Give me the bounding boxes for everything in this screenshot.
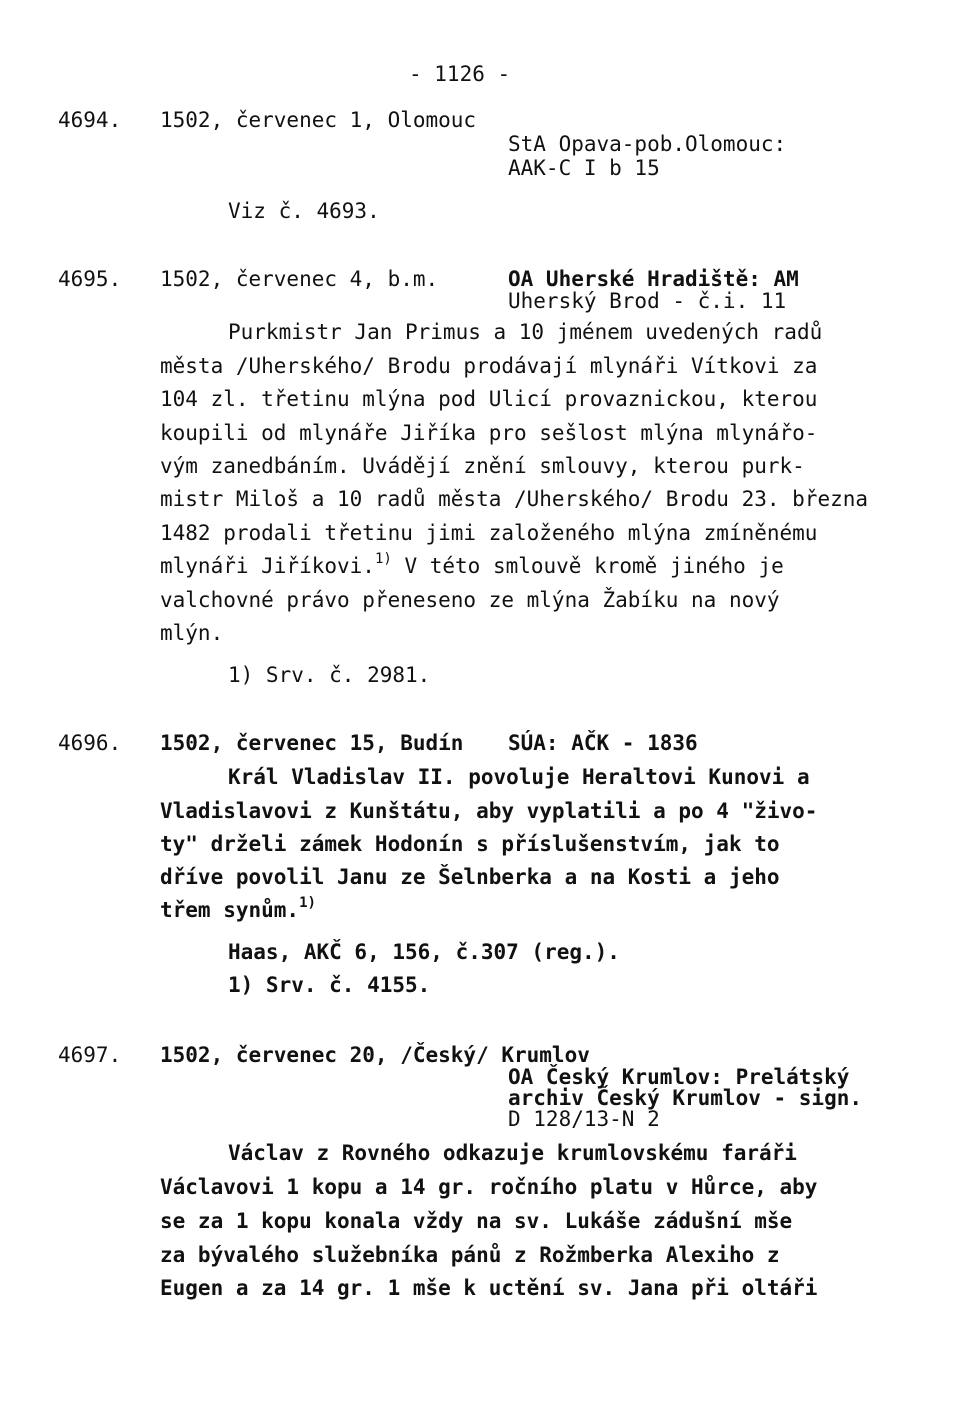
entry-body-line: za bývalého služebníka pánů z Rožmberka Alexiho z	[160, 1243, 780, 1267]
archive-line: AAK-C I b 15	[508, 156, 660, 180]
entry-body-line: mlýn.	[160, 621, 224, 645]
archive-line: OA Uherské Hradiště: AM	[508, 267, 799, 291]
entry-body-line: vým zanedbáním. Uvádějí znění smlouvy, kterou purk-	[160, 454, 805, 478]
page-number: - 1126 -	[409, 62, 511, 86]
entry-number: 4694.	[58, 108, 122, 132]
archive-line: archiv Český Krumlov - sign.	[508, 1086, 863, 1110]
footnote-mark: 1)	[374, 551, 392, 567]
entry-body-line: se za 1 kopu konala vždy na sv. Lukáše zádušní mše	[160, 1209, 793, 1233]
entry-date: 1502, červenec 20, /Český/ Krumlov	[160, 1043, 590, 1067]
footnote: 1) Srv. č. 2981.	[228, 663, 431, 687]
entry-body-line: Eugen a za 14 gr. 1 mše k uctění sv. Jana při oltáři	[160, 1276, 818, 1300]
footnote-mark: 1)	[299, 895, 316, 911]
archive-line: Uherský Brod - č.i. 11	[508, 289, 787, 313]
entry-body-text: V této smlouvě kromě jiného je	[391, 554, 784, 578]
entry-body-line: 104 zl. třetinu mlýna pod Ulicí provaznickou, kterou	[160, 387, 818, 411]
footnote: 1) Srv. č. 4155.	[228, 973, 431, 997]
entry-body-line: Vladislavovi z Kunštátu, aby vyplatili a po 4 "živo-	[160, 799, 818, 823]
entry-body-line: 1482 prodali třetinu jimi založeného mlýna zmíněnému	[160, 521, 818, 545]
entry-number: 4697.	[58, 1043, 122, 1067]
entry-body-line: koupili od mlynáře Jiříka pro sešlost mlýna mlynářo-	[160, 421, 818, 445]
entry-number: 4695.	[58, 267, 122, 291]
entry-body-line: valchovné právo přeneseno ze mlýna Žabíku na nový	[160, 588, 780, 612]
archive-line: StA Opava-pob.Olomouc:	[508, 132, 787, 156]
entry-body-line	[160, 895, 316, 922]
archive-inline: SÚA: AČK - 1836	[508, 731, 698, 755]
archive-line: D 128/13-N 2	[508, 1107, 660, 1131]
entry-body-line: Král Vladislav II. povoluje Heraltovi Kunovi a	[228, 765, 810, 789]
entry-body-line: města /Uherského/ Brodu prodávají mlynáři Vítkovi za	[160, 354, 818, 378]
entry-date: 1502, červenec 15, Budín	[160, 731, 464, 755]
entry-body-text: mlynáři Jiříkovi.	[160, 554, 375, 578]
entry-body-line: Václavovi 1 kopu a 14 gr. ročního platu v Hůrce, aby	[160, 1175, 818, 1199]
entry-body-line: dříve povolil Janu ze Šelnberka a na Kosti a jeho	[160, 865, 780, 889]
entry-body-line	[160, 551, 784, 578]
entry-body-line: Václav z Rovného odkazuje krumlovskému faráři	[228, 1141, 797, 1165]
archive-line: OA Český Krumlov: Prelátský	[508, 1065, 850, 1089]
entry-body-line: Viz č. 4693.	[228, 199, 380, 223]
source-citation: Haas, AKČ 6, 156, č.307 (reg.).	[228, 940, 620, 964]
entry-date: 1502, červenec 1, Olomouc	[160, 108, 477, 132]
entry-body-line: mistr Miloš a 10 radů města /Uherského/ Brodu 23. března	[160, 487, 869, 511]
entry-body-line: Purkmistr Jan Primus a 10 jménem uvedených radů	[228, 320, 823, 344]
entry-body-line: ty" drželi zámek Hodonín s příslušenstvím, jak to	[160, 832, 780, 856]
entry-number: 4696.	[58, 731, 122, 755]
entry-date: 1502, červenec 4, b.m.	[160, 267, 439, 291]
entry-body-text: třem synům.	[160, 898, 300, 922]
